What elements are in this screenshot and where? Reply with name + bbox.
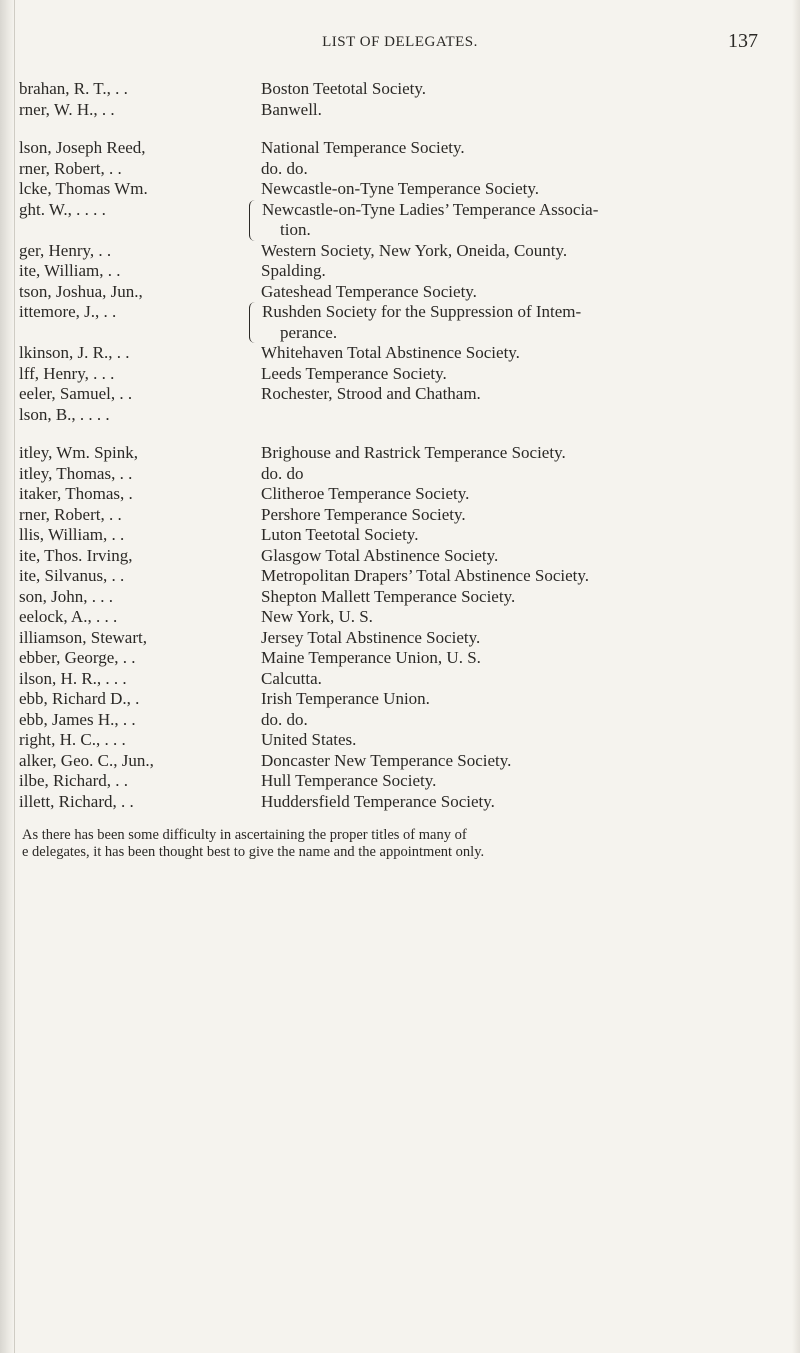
delegate-entry — [16, 648, 786, 669]
delegate-entry — [16, 771, 786, 792]
delegate-society: National Temperance Society. — [261, 138, 465, 157]
delegate-name: right, H. C., . . . — [19, 730, 126, 749]
delegate-society: Jersey Total Abstinence Society. — [261, 627, 481, 647]
delegate-name: lkinson, J. R., . . — [19, 343, 130, 362]
society-line: Newcastle-on-Tyne Ladies’ Temperance Associa- — [262, 199, 599, 219]
delegate-name: ittemore, J., . . — [19, 302, 117, 321]
delegate-entry — [16, 464, 786, 485]
delegate-name: ebb, James H., . . — [19, 709, 136, 729]
delegate-name: son, John, . . . — [19, 586, 113, 606]
brace-mark — [249, 302, 259, 343]
delegate-name: ght. W., . . . . — [19, 199, 106, 219]
delegate-society: Banwell. — [261, 99, 322, 119]
running-head: LIST OF DELEGATES. — [322, 34, 478, 50]
delegate-name: ite, Thos. Irving, — [19, 545, 133, 565]
delegate-society: Leeds Temperance Society. — [261, 363, 447, 383]
delegate-name: illiamson, Stewart, — [19, 627, 147, 647]
delegate-name: alker, Geo. C., Jun., — [19, 750, 154, 770]
delegate-society: Western Society, New York, Oneida, County. — [261, 240, 568, 260]
page-edge — [792, 0, 800, 1353]
delegate-entry — [16, 179, 786, 200]
delegate-name: itley, Wm. Spink, — [19, 443, 138, 462]
delegate-entry — [16, 628, 786, 649]
brace-mark — [249, 200, 259, 241]
delegate-society: do. do. — [261, 709, 308, 729]
delegate-entry — [16, 566, 786, 587]
delegate-society: Spalding. — [261, 261, 326, 280]
delegate-entry — [16, 607, 786, 628]
delegate-name: ilbe, Richard, . . — [19, 771, 129, 790]
delegate-entry — [16, 282, 786, 303]
delegate-society — [261, 302, 786, 343]
delegate-name: eeler, Samuel, . . — [19, 384, 133, 403]
delegate-society: Irish Temperance Union. — [261, 689, 430, 708]
delegate-name: ebb, Richard D., . — [19, 689, 140, 708]
delegate-entry — [16, 364, 786, 385]
footnote-line: As there has been some difficulty in ascertaining the proper titles of many of — [22, 827, 467, 843]
delegate-entry — [16, 343, 786, 364]
delegate-society: do. do. — [261, 158, 308, 178]
group-gap — [16, 425, 786, 443]
delegate-entry — [16, 443, 786, 464]
delegate-name: ilson, H. R., . . . — [19, 668, 127, 688]
delegate-name: lcke, Thomas Wm. — [19, 179, 148, 198]
delegate-entry — [16, 159, 786, 180]
delegate-society: Glasgow Total Abstinence Society. — [261, 545, 499, 565]
delegate-name: lff, Henry, . . . — [19, 363, 115, 383]
delegate-entry — [16, 730, 786, 751]
page-header — [0, 30, 800, 54]
group-gap — [16, 120, 786, 138]
delegate-entry — [16, 587, 786, 608]
delegate-entry — [16, 405, 786, 426]
delegate-name: ite, Silvanus, . . — [19, 566, 125, 585]
delegate-society: Pershore Temperance Society. — [261, 504, 466, 524]
society-line: perance. — [280, 322, 338, 342]
delegate-name: itaker, Thomas, . — [19, 484, 133, 503]
delegate-name: rner, Robert, . . — [19, 158, 122, 178]
delegate-society: Newcastle-on-Tyne Temperance Society. — [261, 179, 540, 198]
delegate-entry — [16, 546, 786, 567]
delegate-entry — [16, 751, 786, 772]
delegate-society: Gateshead Temperance Society. — [261, 281, 477, 301]
footnote — [22, 827, 792, 861]
footnote-line: e delegates, it has been thought best to give the name and the appointment only. — [22, 844, 485, 860]
delegate-society: Doncaster New Temperance Society. — [261, 750, 512, 770]
delegate-society: New York, U. S. — [261, 607, 373, 626]
delegate-name: rner, Robert, . . — [19, 504, 122, 524]
delegate-entry — [16, 710, 786, 731]
delegate-name: lson, Joseph Reed, — [19, 138, 146, 157]
delegate-society: Calcutta. — [261, 668, 322, 688]
delegate-society — [261, 200, 786, 241]
delegate-name: ite, William, . . — [19, 261, 121, 280]
delegate-name: ebber, George, . . — [19, 648, 136, 667]
delegate-entry — [16, 241, 786, 262]
delegate-entry — [16, 689, 786, 710]
delegate-society: Maine Temperance Union, U. S. — [261, 648, 481, 667]
delegate-entry — [16, 669, 786, 690]
delegate-entry — [16, 100, 786, 121]
delegate-entry — [16, 792, 786, 813]
delegate-entry — [16, 484, 786, 505]
delegate-society: Rochester, Strood and Chatham. — [261, 384, 481, 403]
delegate-society: do. do — [261, 463, 304, 483]
delegate-entry — [16, 302, 786, 343]
delegate-name: brahan, R. T., . . — [19, 79, 128, 98]
delegate-name: illett, Richard, . . — [19, 791, 134, 811]
delegate-name: lson, B., . . . . — [19, 404, 110, 424]
delegate-name: rner, W. H., . . — [19, 99, 115, 119]
delegate-society: Shepton Mallett Temperance Society. — [261, 586, 516, 606]
delegate-entry — [16, 138, 786, 159]
delegate-society: United States. — [261, 730, 357, 749]
delegate-name: tson, Joshua, Jun., — [19, 281, 143, 301]
delegate-name: eelock, A., . . . — [19, 607, 118, 626]
delegate-entry — [16, 384, 786, 405]
delegate-society: Luton Teetotal Society. — [261, 525, 419, 544]
page-number: 137 — [728, 30, 758, 52]
page-gutter — [0, 0, 15, 1353]
delegate-list — [16, 79, 786, 812]
delegate-entry — [16, 505, 786, 526]
delegate-name: llis, William, . . — [19, 525, 125, 544]
society-line: tion. — [280, 220, 311, 239]
delegate-society: Whitehaven Total Abstinence Society. — [261, 343, 520, 362]
delegate-entry — [16, 79, 786, 100]
delegate-society: Clitheroe Temperance Society. — [261, 484, 470, 503]
delegate-society: Huddersfield Temperance Society. — [261, 791, 495, 811]
delegate-entry — [16, 200, 786, 241]
delegate-entry — [16, 261, 786, 282]
delegate-society: Hull Temperance Society. — [261, 771, 437, 790]
delegate-name: itley, Thomas, . . — [19, 463, 133, 483]
delegate-society: Boston Teetotal Society. — [261, 79, 427, 98]
delegate-entry — [16, 525, 786, 546]
delegate-name: ger, Henry, . . — [19, 240, 112, 260]
delegate-society: Brighouse and Rastrick Temperance Society. — [261, 443, 566, 462]
delegate-society: Metropolitan Drapers’ Total Abstinence Society. — [261, 566, 590, 585]
society-line: Rushden Society for the Suppression of Intem- — [262, 302, 582, 321]
